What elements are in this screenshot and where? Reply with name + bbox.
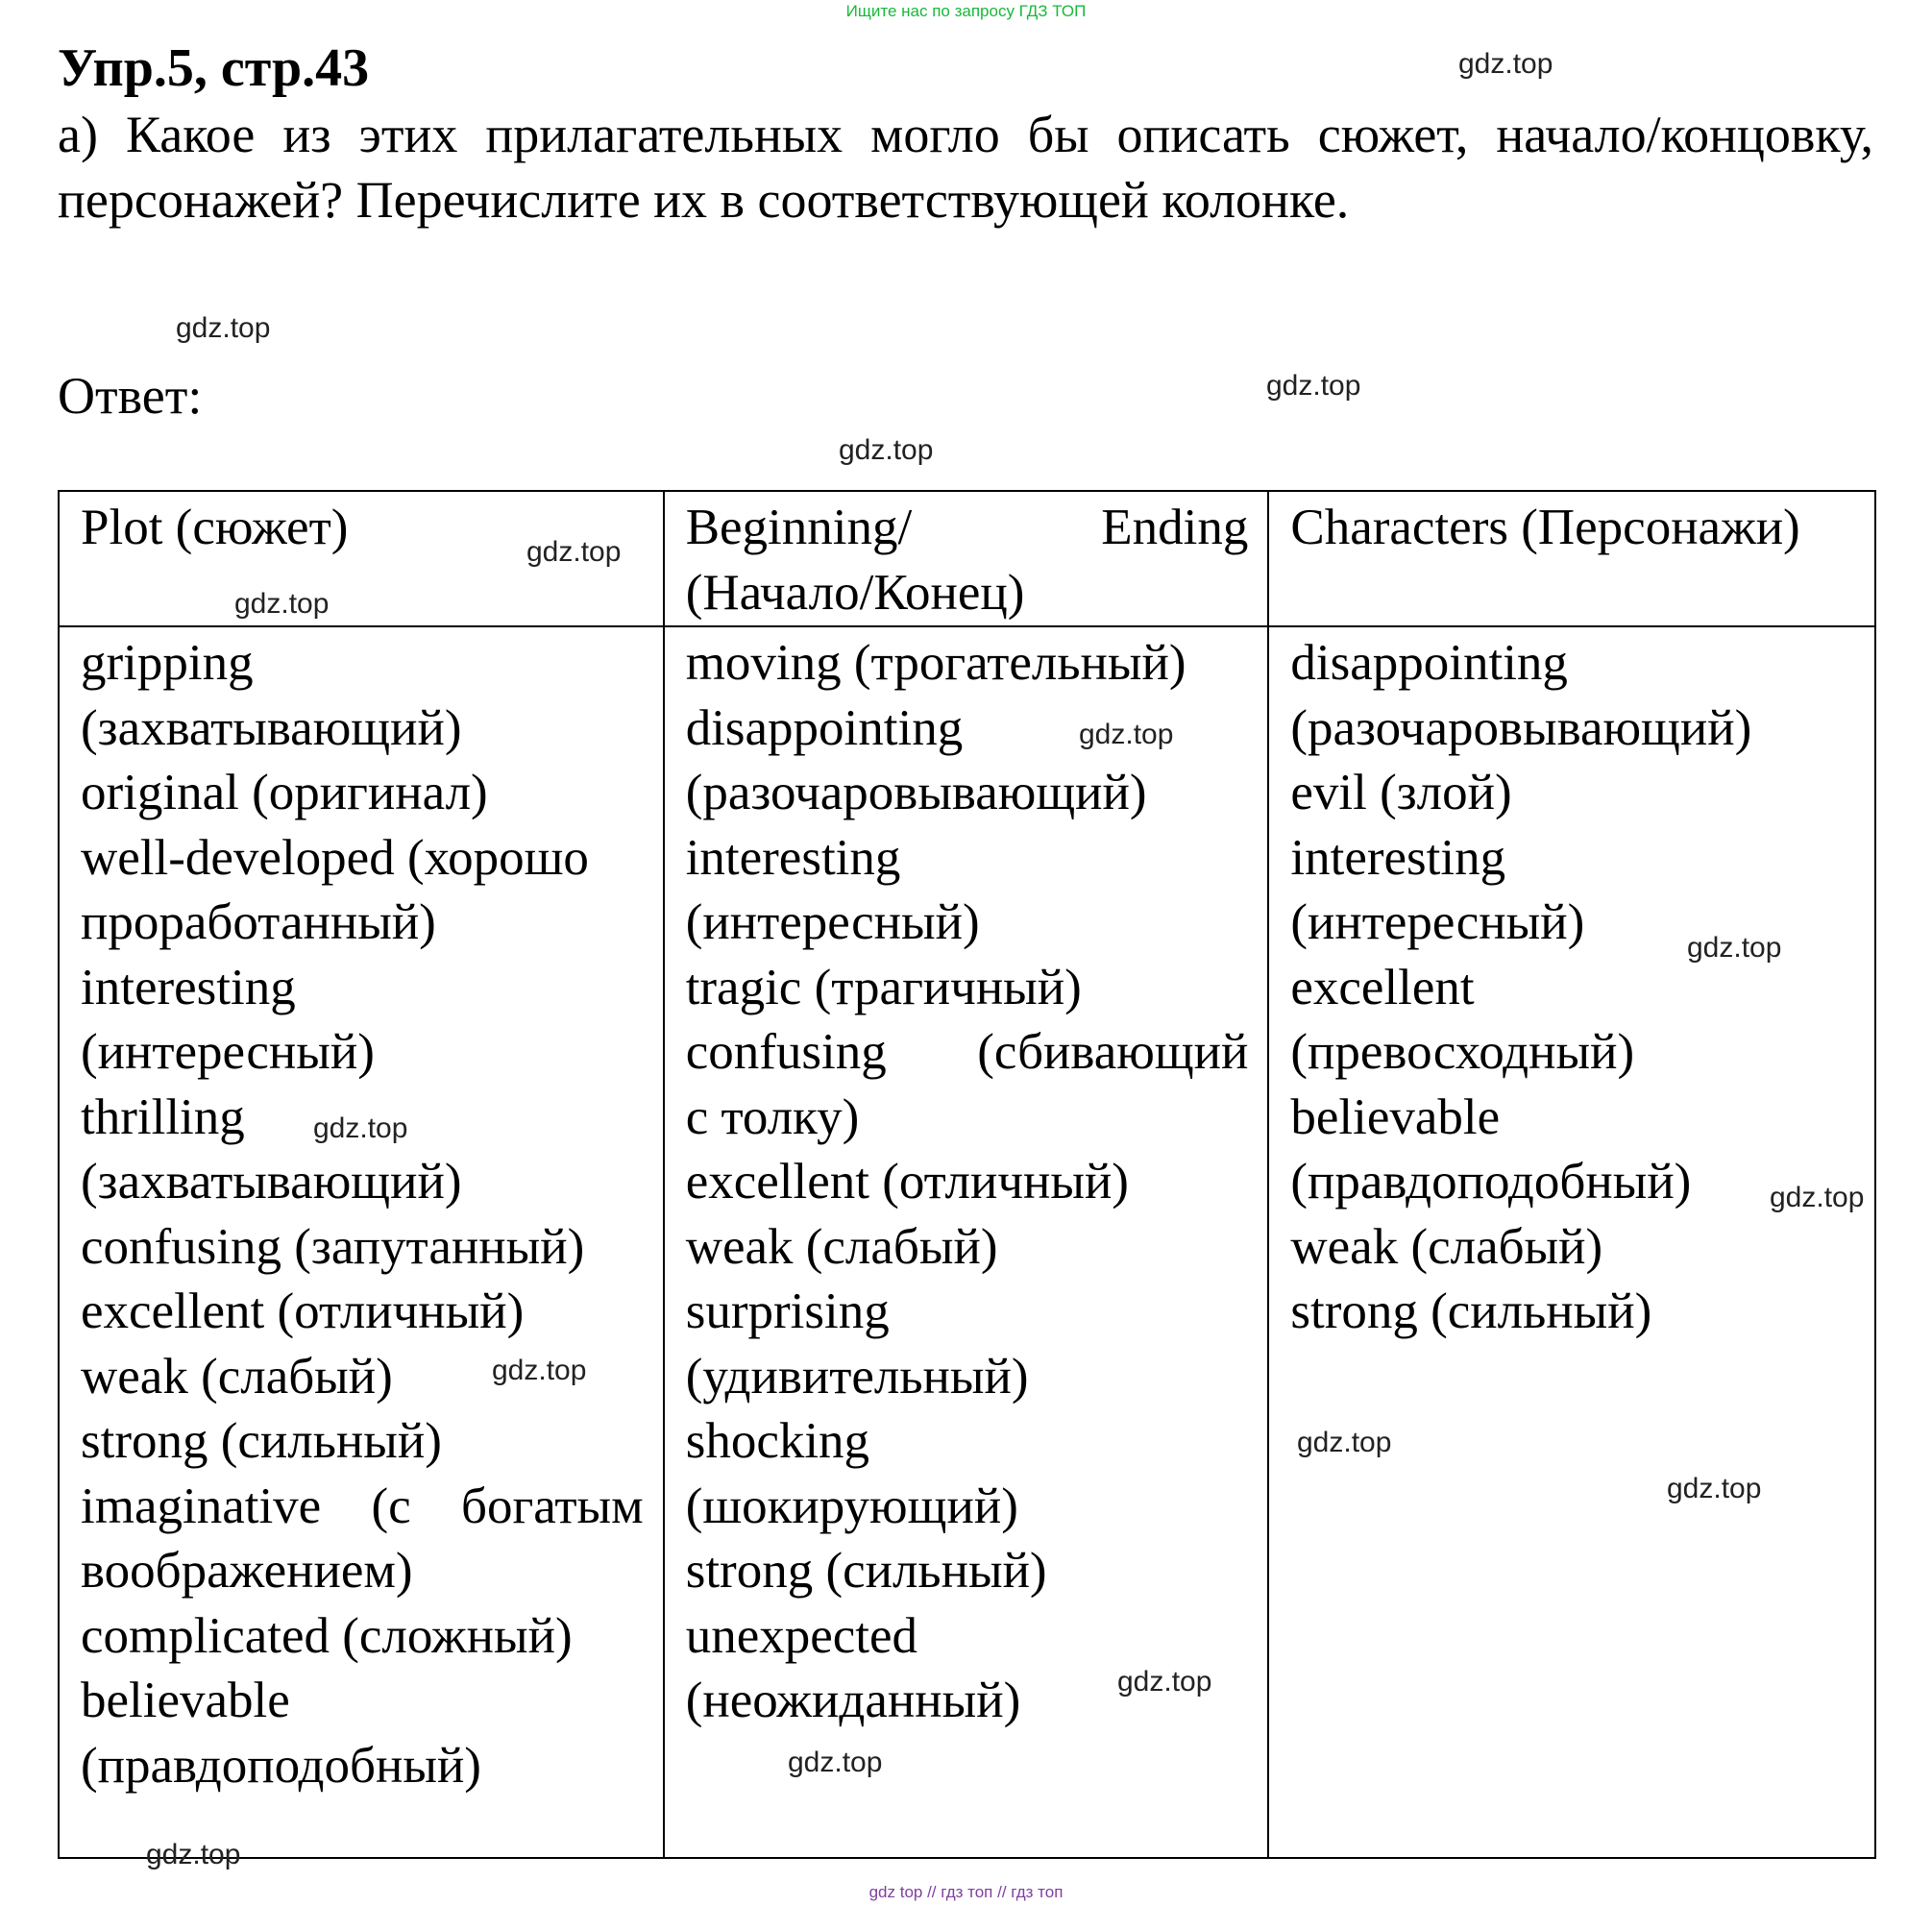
watermark: gdz.top — [526, 536, 622, 568]
list-item: (интересный) — [81, 1024, 375, 1080]
list-item: excellent — [1290, 959, 1475, 1015]
list-item: imaginative (с богатым — [81, 1478, 644, 1534]
watermark: gdz.top — [839, 434, 934, 466]
list-item: strong (сильный) — [81, 1413, 442, 1469]
list-item: воображением) — [81, 1543, 413, 1599]
list-item: (правдоподобный) — [81, 1737, 481, 1794]
list-item: (разочаровывающий) — [685, 765, 1147, 820]
list-item: (удивительный) — [685, 1348, 1029, 1405]
list-item: disappointing — [1290, 635, 1568, 691]
list-item: believable — [1290, 1088, 1501, 1145]
list-item: excellent (отличный) — [81, 1283, 525, 1339]
list-item: (захватывающий) — [81, 699, 462, 756]
header-plot: Plot (сюжет) — [59, 491, 664, 626]
list-item: confusing (сбивающий — [685, 1024, 1249, 1080]
characters-column — [1268, 626, 1875, 1858]
watermark: gdz.top — [1687, 932, 1782, 964]
list-item: проработанный) — [81, 894, 436, 950]
list-item: interesting — [1290, 829, 1506, 886]
list-item: well-developed (хорошо — [81, 829, 589, 886]
list-item: (интересный) — [685, 894, 980, 950]
list-item: complicated (сложный) — [81, 1607, 573, 1664]
watermark: gdz.top — [176, 312, 271, 344]
list-item: shocking — [685, 1413, 870, 1469]
header-beginning-ending — [664, 491, 1269, 626]
watermark: gdz.top — [1667, 1473, 1762, 1504]
list-item: strong (сильный) — [1290, 1283, 1652, 1339]
watermark: gdz.top — [492, 1355, 587, 1386]
watermark: gdz.top — [1266, 370, 1361, 402]
list-item: с толку) — [685, 1088, 860, 1145]
list-item: weak (слабый) — [685, 1218, 998, 1275]
list-item: original (оригинал) — [81, 765, 488, 820]
list-item: weak (слабый) — [1290, 1218, 1603, 1275]
plot-column — [59, 626, 664, 1858]
top-banner: Ищите нас по запросу ГДЗ ТОП — [845, 2, 1087, 20]
list-item: disappointing — [685, 699, 964, 756]
header-characters: Characters (Персонажи) — [1268, 491, 1875, 626]
list-item: tragic (трагичный) — [685, 959, 1082, 1015]
watermark: gdz.top — [1117, 1666, 1212, 1698]
header-beginning-line2: (Начало/Конец) — [685, 564, 1025, 621]
watermark: gdz.top — [146, 1839, 241, 1870]
list-item: (правдоподобный) — [1290, 1154, 1692, 1210]
list-item: (неожиданный) — [685, 1673, 1021, 1728]
list-item: (шокирующий) — [685, 1478, 1018, 1534]
list-item: moving (трогательный) — [685, 635, 1186, 691]
list-item: (интересный) — [1290, 894, 1585, 950]
list-item: (захватывающий) — [81, 1154, 462, 1210]
watermark: gdz.top — [234, 588, 330, 620]
answer-label: Ответ: — [58, 367, 203, 425]
list-item: (превосходный) — [1290, 1024, 1635, 1080]
list-item: strong (сильный) — [685, 1543, 1047, 1599]
watermark: gdz.top — [1297, 1427, 1392, 1458]
list-item: interesting — [685, 829, 901, 886]
list-item: evil (злой) — [1290, 765, 1512, 820]
header-beginning-line1: Beginning/ Ending — [685, 500, 1249, 555]
list-item: weak (слабый) — [81, 1348, 393, 1405]
list-item: thrilling — [81, 1088, 245, 1145]
watermark: gdz.top — [788, 1747, 883, 1778]
list-item: unexpected — [685, 1607, 918, 1664]
watermark: gdz.top — [1079, 719, 1174, 750]
watermark: gdz.top — [1458, 48, 1553, 80]
list-item: excellent (отличный) — [685, 1154, 1129, 1210]
list-item: believable — [81, 1673, 290, 1728]
answer-table — [58, 490, 1876, 1859]
list-item: interesting — [81, 959, 296, 1015]
task-text: а) Какое из этих прилагательных могло бы описать сюжет, начало/концовку, персонажей? Перечислите их в соответствующей колонке. — [58, 106, 1873, 229]
exercise-title: Упр.5, стр.43 — [58, 38, 370, 98]
list-item: gripping — [81, 635, 254, 691]
list-item: (разочаровывающий) — [1290, 699, 1752, 756]
list-item: confusing (запутанный) — [81, 1218, 585, 1275]
list-item: surprising — [685, 1283, 890, 1339]
watermark: gdz.top — [1770, 1182, 1865, 1213]
watermark: gdz.top — [313, 1112, 408, 1144]
footer: gdz top // гдз топ // гдз топ — [868, 1883, 1064, 1901]
